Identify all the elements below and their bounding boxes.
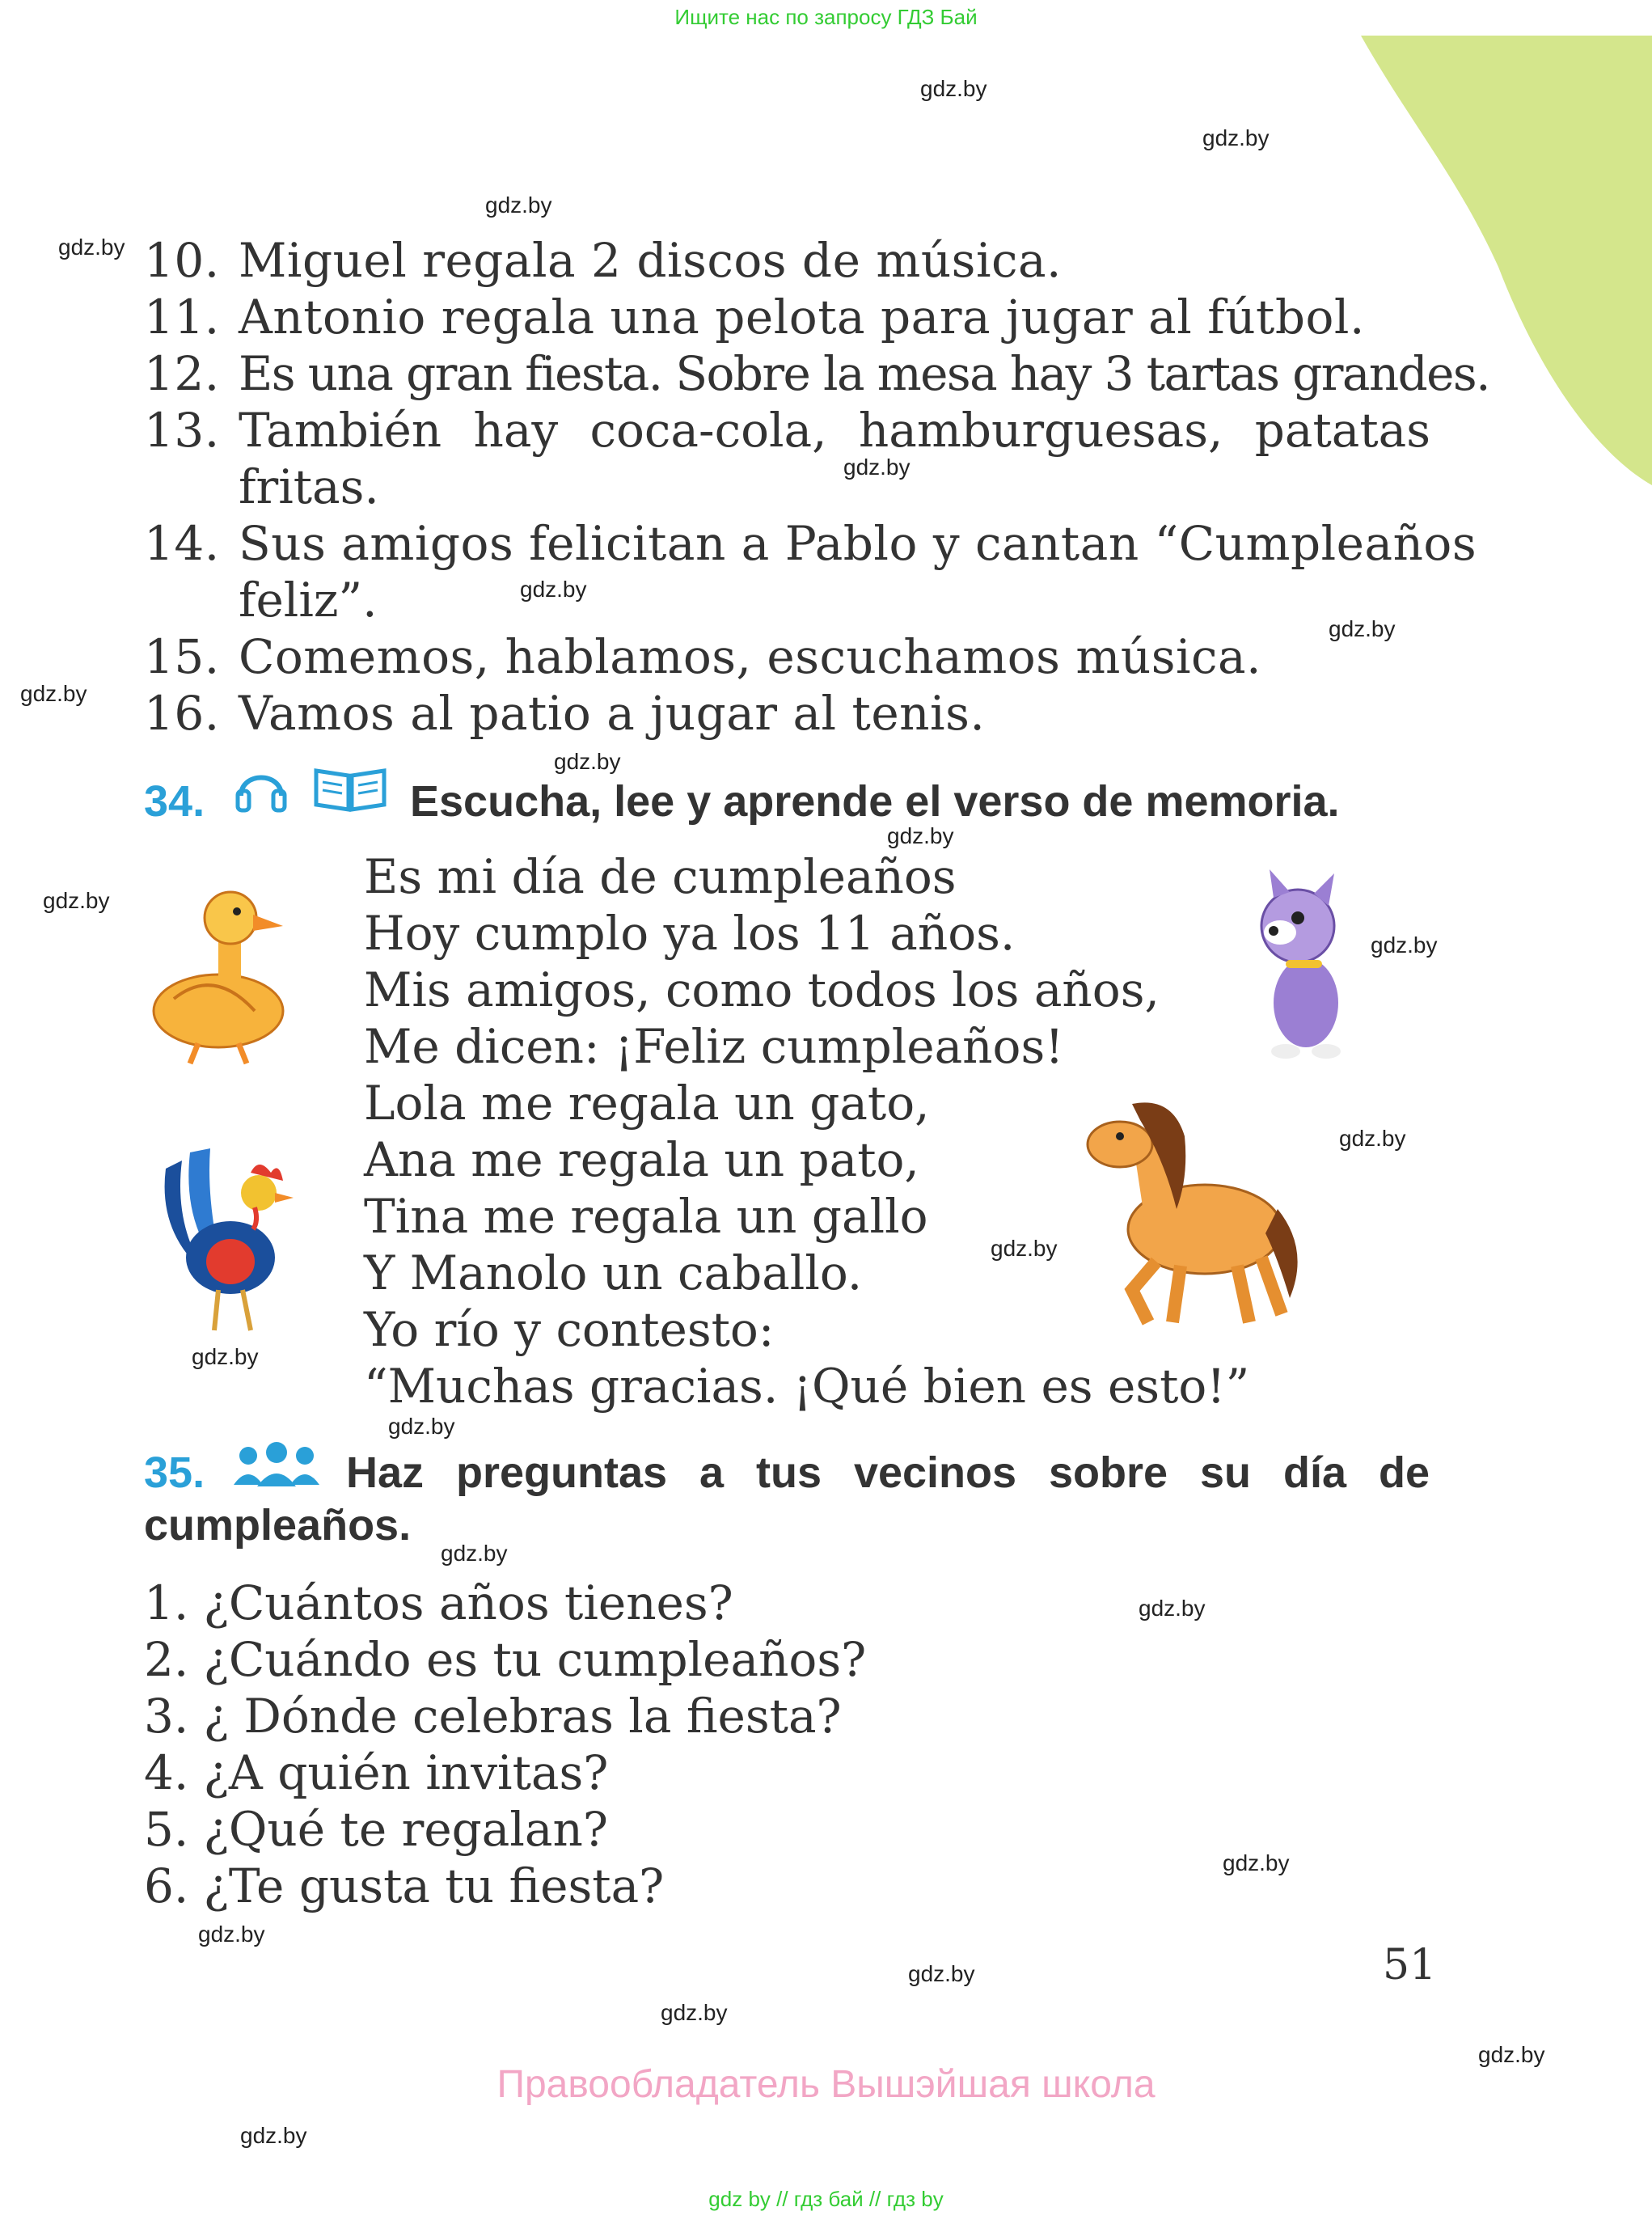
headphones-icon <box>234 760 288 815</box>
exercise-35-number: 35. <box>144 1448 205 1497</box>
story-line: 14. Sus amigos felicitan a Pablo y cantan “Cumpleaños <box>144 516 1477 571</box>
watermark: gdz.by <box>198 1922 265 1947</box>
story-line: 10. Miguel regala 2 discos de música. <box>144 233 1062 288</box>
verse-line: Tina me regala un gallo <box>364 1189 928 1244</box>
watermark: gdz.by <box>240 2123 307 2148</box>
question-item: 3. ¿ Dónde celebras la fiesta? <box>144 1689 842 1744</box>
story-line-continuation: feliz”. <box>239 573 378 628</box>
horse-illustration <box>1075 1088 1302 1330</box>
verse-line: Yo río y contesto: <box>364 1302 775 1357</box>
watermark: gdz.by <box>192 1344 259 1369</box>
question-item: 1. ¿Cuántos años tienes? <box>144 1575 733 1630</box>
group-icon <box>230 1440 323 1491</box>
watermark: gdz.by <box>920 76 987 101</box>
verse-line: Mis amigos, como todos los años, <box>364 962 1160 1017</box>
watermark: gdz.by <box>388 1414 455 1439</box>
watermark: gdz.by <box>485 192 552 218</box>
bottom-banner[interactable]: gdz by // гдз бай // гдз by <box>708 2187 944 2211</box>
watermark: gdz.by <box>58 235 125 260</box>
verse-line: Y Manolo un caballo. <box>364 1245 863 1300</box>
duck-illustration <box>142 869 295 1072</box>
watermark: gdz.by <box>20 681 87 706</box>
watermark: gdz.by <box>1478 2042 1545 2067</box>
exercise-number: 34. <box>144 777 205 826</box>
top-banner[interactable]: Ищите нас по запросу ГДЗ Бай <box>674 5 978 29</box>
open-book-icon <box>311 764 389 814</box>
watermark: gdz.by <box>1202 125 1270 150</box>
verse-line: Ana me regala un pato, <box>364 1132 919 1187</box>
verse-line: “Muchas gracias. ¡Qué bien es esto!” <box>364 1359 1250 1414</box>
exercise-35-title: Haz preguntas a tus vecinos sobre su día de <box>346 1448 1430 1497</box>
cat-illustration <box>1241 869 1363 1063</box>
verse-line: Me dicen: ¡Feliz cumpleaños! <box>364 1019 1064 1074</box>
watermark: gdz.by <box>554 749 621 774</box>
watermark: gdz.by <box>1139 1596 1206 1621</box>
exercise-34-heading <box>144 776 205 827</box>
watermark: gdz.by <box>520 577 587 602</box>
question-item: 6. ¿Te gusta tu fiesta? <box>144 1858 665 1913</box>
verse-line: Es mi día de cumpleaños <box>364 849 957 904</box>
page-number: 51 <box>1383 1941 1437 1989</box>
watermark: gdz.by <box>43 888 110 913</box>
story-line: 15. Comemos, hablamos, escuchamos música. <box>144 629 1262 684</box>
watermark: gdz.by <box>887 823 954 848</box>
watermark: gdz.by <box>991 1236 1058 1261</box>
watermark: gdz.by <box>1339 1126 1406 1151</box>
exercise-35-title-continuation: cumpleaños. <box>144 1501 412 1550</box>
exercise-34-title: Escucha, lee y aprende el verso de memoria. <box>410 777 1340 826</box>
watermark: gdz.by <box>1223 1850 1290 1875</box>
story-line: 11. Antonio regala una pelota para jugar al fútbol. <box>144 290 1365 345</box>
watermark: gdz.by <box>1329 616 1396 641</box>
watermark: gdz.by <box>843 455 911 480</box>
question-item: 5. ¿Qué te regalan? <box>144 1802 608 1857</box>
question-item: 2. ¿Cuándo es tu cumpleaños? <box>144 1632 867 1687</box>
watermark: gdz.by <box>441 1541 508 1566</box>
rights-holder: Правообладатель Вышэйшая школа <box>496 2063 1156 2106</box>
story-line-continuation: fritas. <box>239 459 379 514</box>
watermark: gdz.by <box>661 2000 728 2025</box>
story-line-text: También hay coca-cola, hamburguesas, patatas <box>239 403 1430 458</box>
story-line: 12. Es una gran fiesta. Sobre la mesa hay 3 tartas grandes. <box>144 346 1489 401</box>
question-item: 4. ¿A quién invitas? <box>144 1745 609 1800</box>
rooster-illustration <box>150 1136 299 1347</box>
watermark: gdz.by <box>908 1961 975 1986</box>
verse-line: Lola me regala un gato, <box>364 1076 930 1131</box>
story-line: 16. Vamos al patio a jugar al tenis. <box>144 686 986 741</box>
story-line: 13. <box>144 403 220 458</box>
verse-line: Hoy cumplo ya los 11 años. <box>364 906 1016 961</box>
watermark: gdz.by <box>1371 932 1438 958</box>
